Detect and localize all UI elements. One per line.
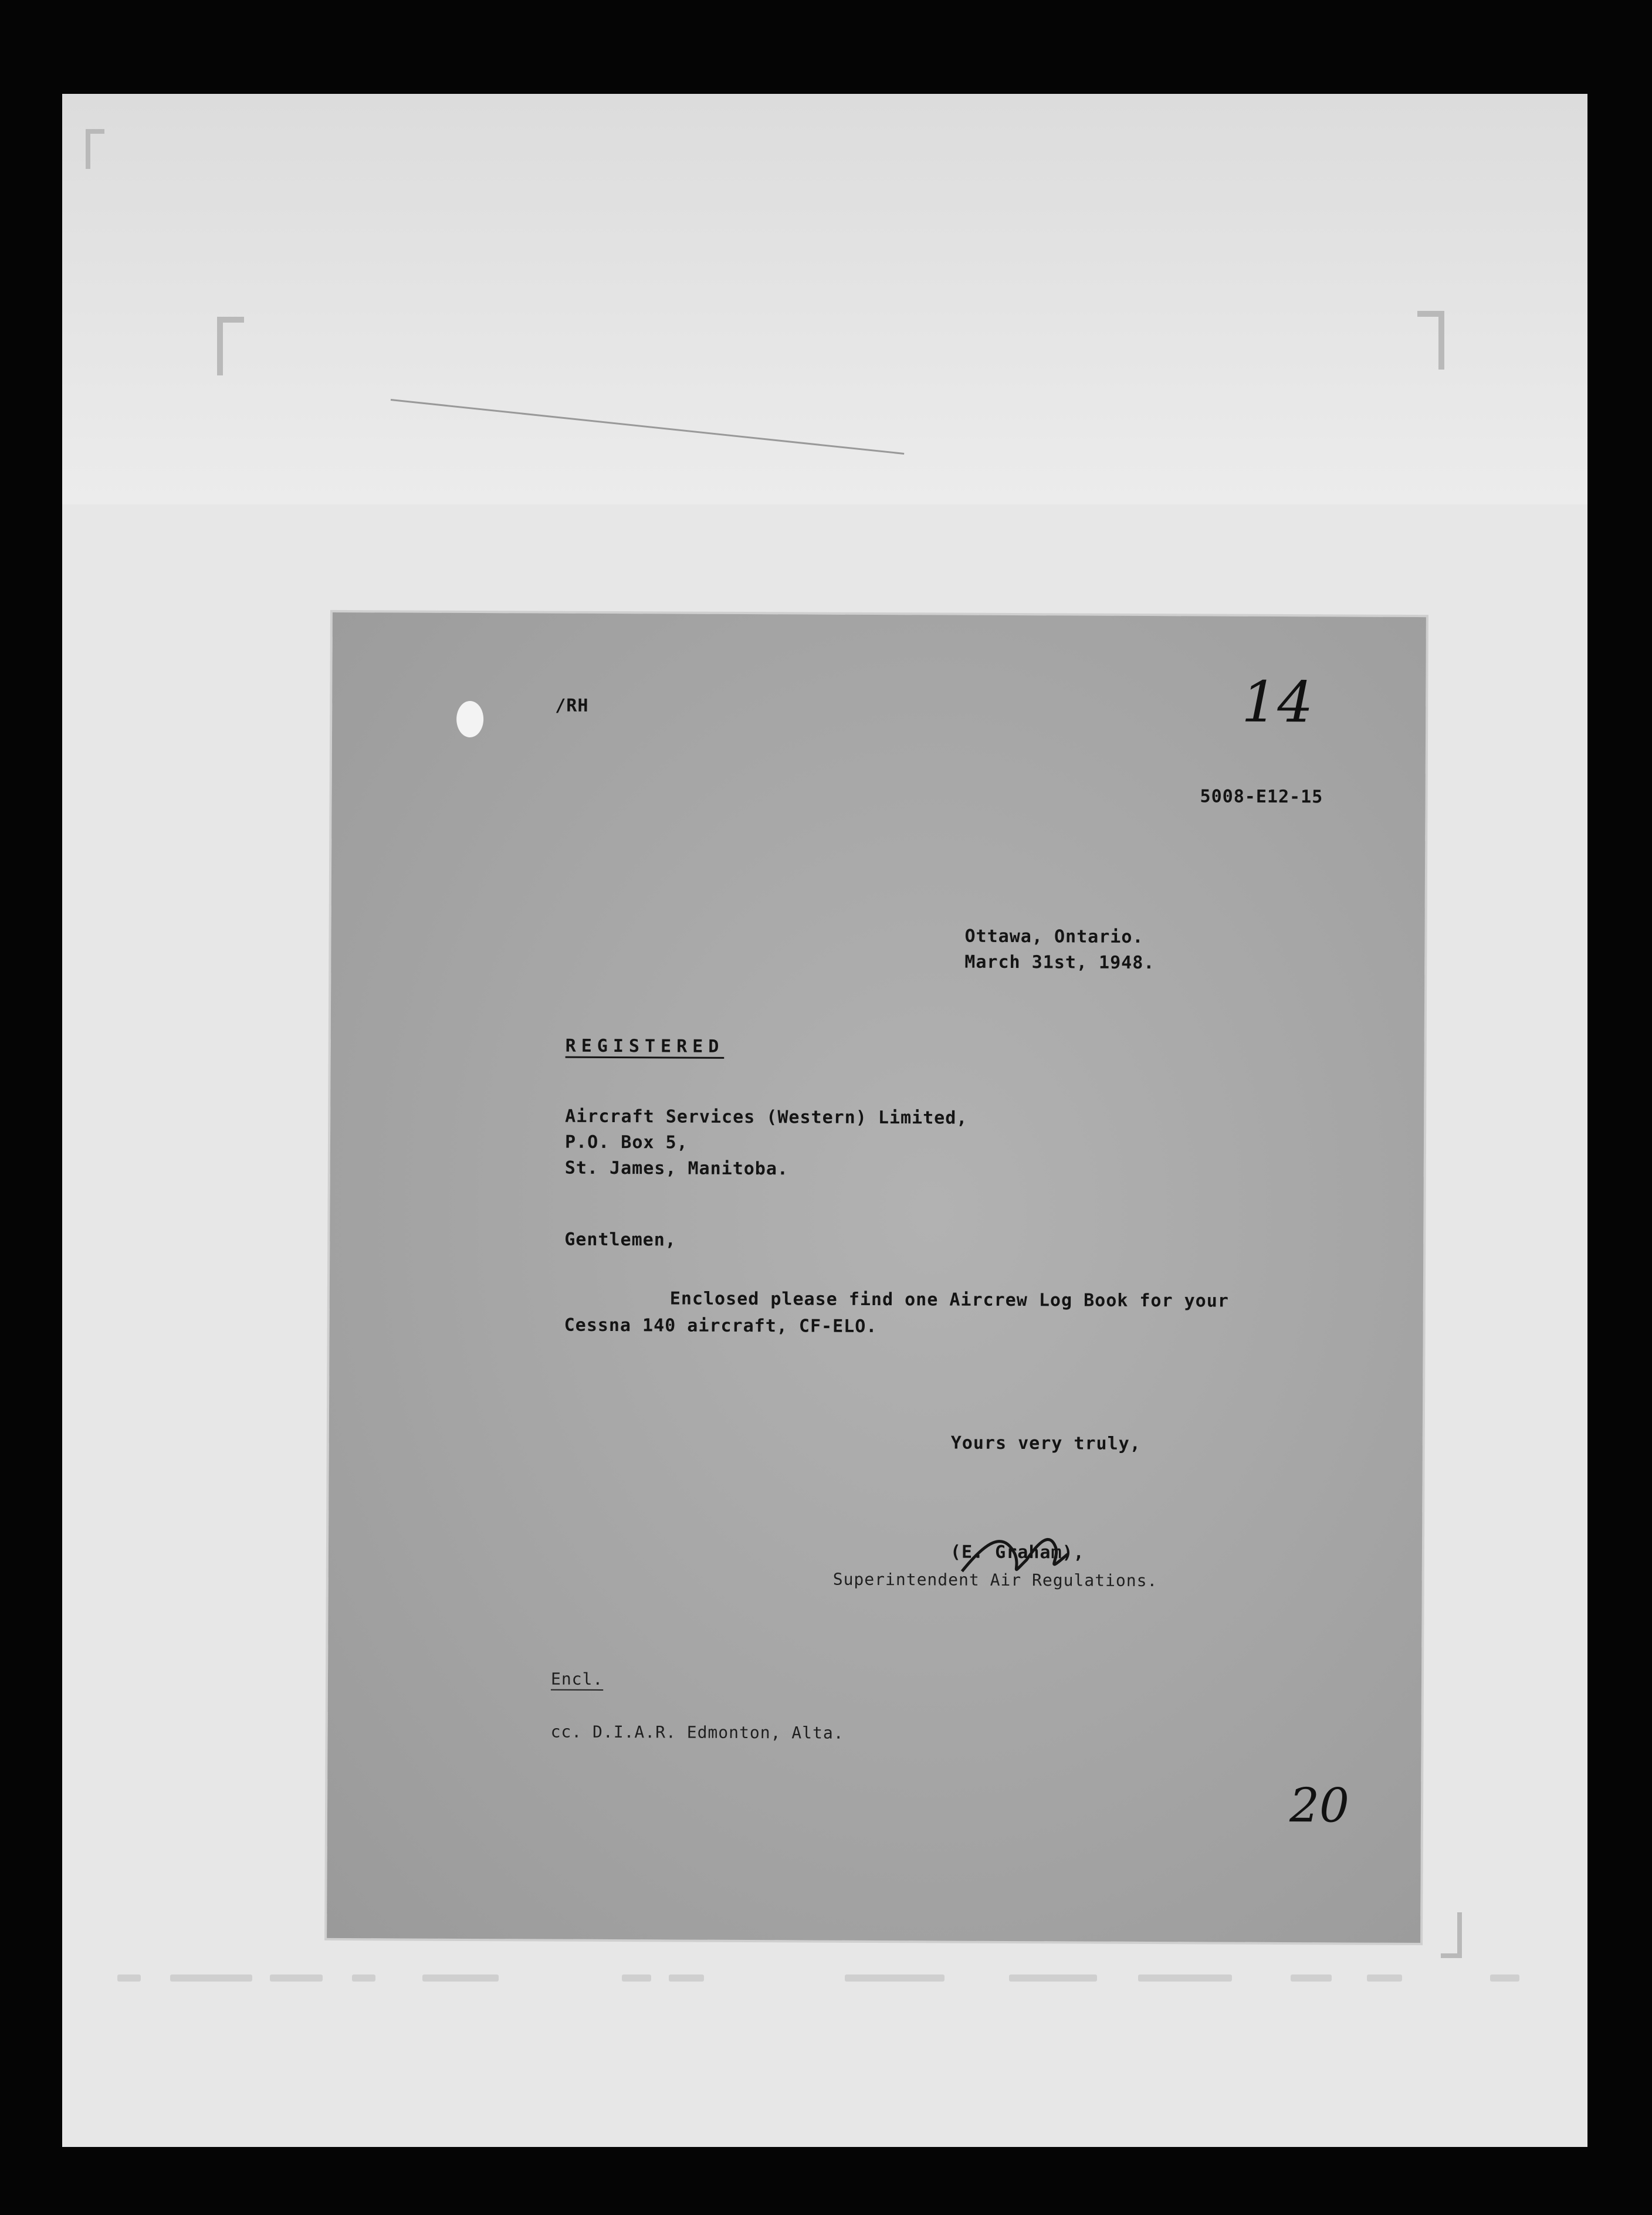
letter-sheet [327,612,1426,1943]
film-dash [117,1974,141,1982]
body-line-1: Enclosed please find one Aircrew Log Book for your [669,1288,1229,1312]
microfilm-frame [62,94,1587,2147]
film-dash [170,1974,252,1982]
address-line-1: Aircraft Services (Western) Limited, [565,1106,968,1129]
punch-hole [456,701,483,737]
crop-mark-top-left [217,317,244,375]
cc-line: cc. D.I.A.R. Edmonton, Alta. [550,1722,844,1743]
film-dash [1009,1974,1097,1982]
handwritten-mark: 20 [1289,1778,1350,1833]
body-line-2: Cessna 140 aircraft, CF-ELO. [564,1315,878,1337]
closing: Yours very truly, [950,1432,1141,1454]
address-line-3: St. James, Manitoba. [564,1157,789,1180]
file-number: 5008-E12-15 [1200,786,1323,808]
handwritten-page-number: 14 [1241,669,1314,736]
film-dash [1291,1974,1332,1982]
enclosure-label: Encl. [550,1669,604,1689]
film-dash [669,1974,704,1982]
film-dash [845,1974,945,1982]
film-dash [352,1974,375,1982]
salutation: Gentlemen, [564,1229,676,1251]
film-edge-marks [117,1965,1549,1989]
crop-mark-top-right [1417,311,1444,370]
crop-mark-bottom-right [1441,1912,1462,1958]
film-dash [1367,1974,1402,1982]
frame-corner-mark [86,129,104,169]
typist-initials: /RH [555,695,589,716]
film-dash [1138,1974,1232,1982]
address-line-2: P.O. Box 5, [564,1132,688,1153]
signatory-title: Superintendent Air Regulations. [832,1569,1158,1591]
film-dash [422,1974,499,1982]
film-dash [270,1974,323,1982]
film-dash [622,1974,651,1982]
letter-place: Ottawa, Ontario. [964,926,1144,947]
letter-date: March 31st, 1948. [964,951,1155,974]
signatory-name: (E. Graham), [950,1542,1085,1563]
film-dash [1490,1974,1519,1982]
frame-shading [62,94,1587,504]
registered-label: REGISTERED [565,1035,725,1057]
